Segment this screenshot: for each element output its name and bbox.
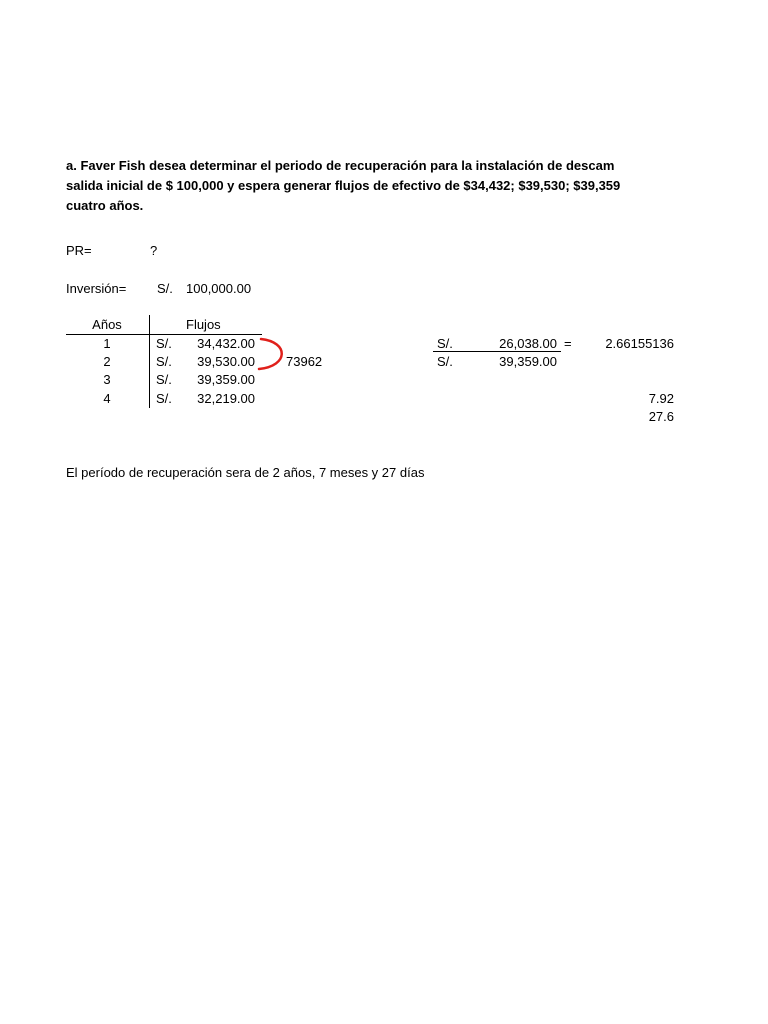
conclusion-text: El período de recuperación sera de 2 años, 7 meses y 27 días xyxy=(66,465,425,480)
equals-sign: = xyxy=(564,336,572,351)
table-divider xyxy=(149,315,150,408)
row-year: 1 xyxy=(103,336,111,351)
row-flow: 32,219.00 xyxy=(197,391,255,406)
cumulative-note: 73962 xyxy=(286,354,323,369)
row-currency: S/. xyxy=(156,354,172,369)
numerator-currency: S/. xyxy=(437,336,453,351)
row-flow: 34,432.00 xyxy=(197,336,255,351)
row-currency: S/. xyxy=(156,391,172,406)
problem-line-1: a. Faver Fish desea determinar el periodo de recuperación para la instalación de descam xyxy=(66,158,615,173)
denominator-value: 39,359.00 xyxy=(499,354,557,369)
days-value: 27.6 xyxy=(648,409,674,424)
fraction-line xyxy=(433,351,561,352)
row-year: 4 xyxy=(103,391,111,406)
denominator-currency: S/. xyxy=(437,354,453,369)
row-flow: 39,530.00 xyxy=(197,354,255,369)
investment-currency: S/. xyxy=(157,281,173,296)
fraction-result: 2.66155136 xyxy=(605,336,674,351)
investment-label: Inversión= xyxy=(66,281,127,296)
problem-line-3: cuatro años. xyxy=(66,198,144,213)
numerator-value: 26,038.00 xyxy=(499,336,557,351)
row-year: 2 xyxy=(103,354,111,369)
header-underline xyxy=(66,334,262,335)
row-flow: 39,359.00 xyxy=(197,372,255,387)
investment-amount: 100,000.00 xyxy=(186,281,252,296)
header-years: Años xyxy=(92,317,122,332)
header-flows: Flujos xyxy=(186,317,221,332)
pr-label: PR= xyxy=(66,243,92,258)
row-currency: S/. xyxy=(156,372,172,387)
problem-statement xyxy=(66,156,768,216)
row-year: 3 xyxy=(103,372,111,387)
row-currency: S/. xyxy=(156,336,172,351)
months-value: 7.92 xyxy=(648,391,674,406)
pr-value: ? xyxy=(150,243,158,258)
problem-line-2: salida inicial de $ 100,000 y espera generar flujos de efectivo de $34,432; $39,530; $39,359 xyxy=(66,178,621,193)
